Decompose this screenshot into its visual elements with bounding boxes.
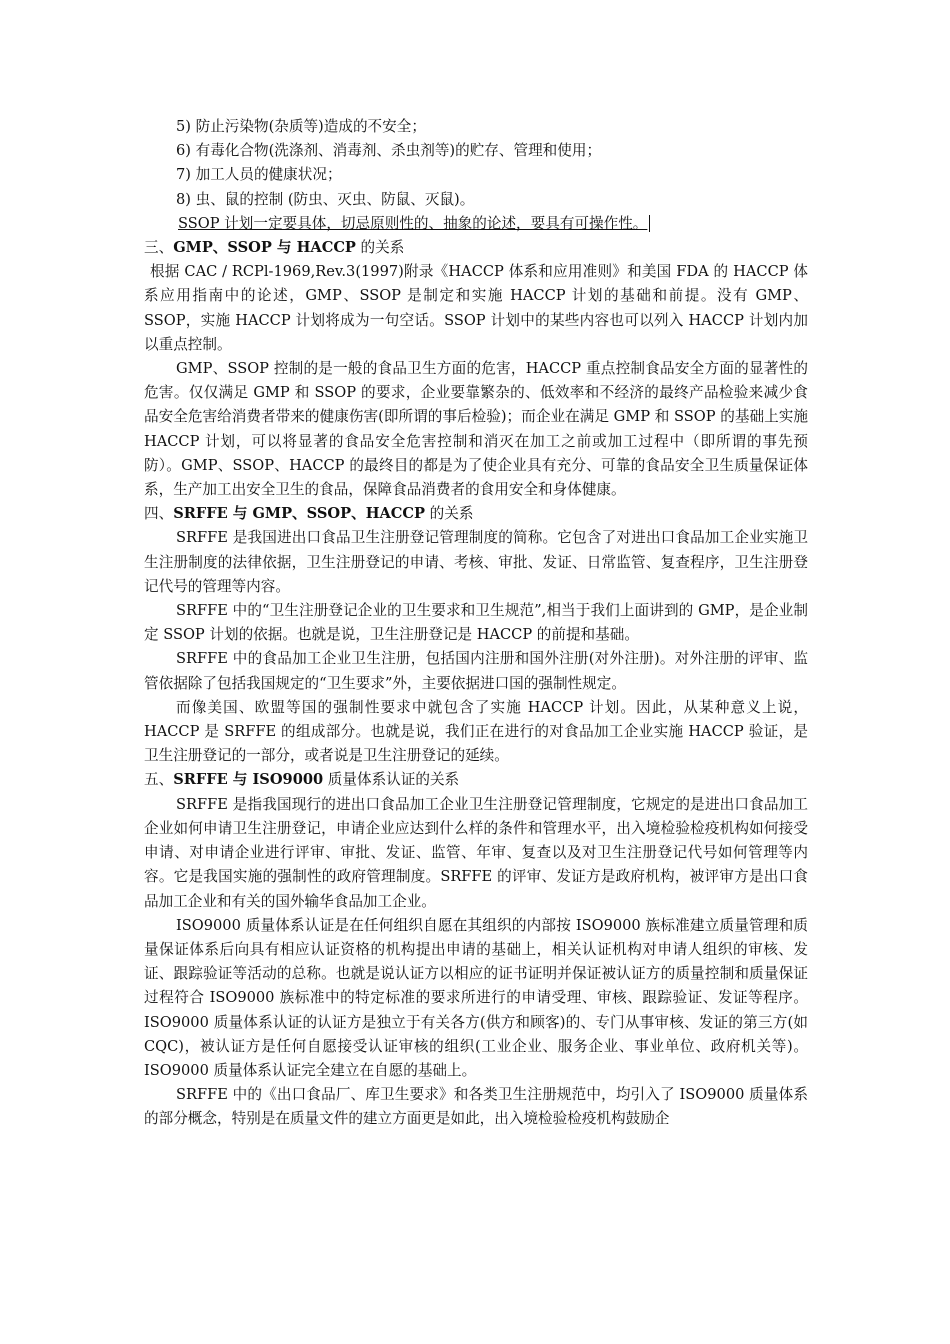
- paragraph: SRFFE 中的《出口食品厂、库卫生要求》和各类卫生注册规范中，均引入了 ISO9000 质量体系的部分概念，特别是在质量文件的建立方面更是如此，出入境检验检疫机构鼓励企: [144, 1086, 808, 1128]
- section-heading-4: 四、SRFFE 与 GMP、SSOP、HACCP 的关系: [144, 505, 474, 523]
- section-heading-5: 五、SRFFE 与 ISO9000 质量体系认证的关系: [144, 771, 460, 789]
- paragraph: SRFFE 是我国进出口食品卫生注册登记管理制度的简称。它包含了对进出口食品加工企业实施卫生注册制度的法律依据，卫生注册登记的申请、考核、审批、发证、日常监管、复查程序，卫生注册登记代号的管理等内容。: [144, 529, 808, 595]
- ssop-note-text: SSOP 计划一定要具体，切忌原则性的、抽象的论述，要具有可操作性。: [178, 215, 650, 232]
- section-heading-3: 三、GMP、SSOP 与 HACCP 的关系: [144, 239, 405, 257]
- list-item: 7) 加工人员的健康状况；: [176, 166, 342, 184]
- paragraph: ISO9000 质量体系认证是在任何组织自愿在其组织的内部按 ISO9000 族标准建立质量管理和质量保证体系后向具有相应认证资格的机构提出申请的基础上，相关认证机构对申请人组织的审核、发证、跟踪验证等活动的总称。也就是说认证方以相应的证书证明并保证被认证方的质量控制和质量保证过程符合 ISO9000 族标准中的特定标准的要求所进行的申请受理、审核、跟踪验证、发证等程序。ISO9000 质量体系认证的认证方是独立于有关各方(供方和顾客)的、专门从事审核、发证的第三方(如 CQC)，被认证方是任何自愿接受认证审核的组织(工业企业、服务企业、事业单位、政府机关等)。ISO9000 质量体系认证完全建立在自愿的基础上。: [144, 916, 808, 1079]
- paragraph: SRFFE 中的食品加工企业卫生注册，包括国内注册和国外注册(对外注册)。对外注册的评审、监管依据除了包括我国规定的“卫生要求”外，主要依据进口国的强制性规定。: [144, 650, 808, 692]
- list-item: 6) 有毒化合物(洗涤剂、消毒剂、杀虫剂等)的贮存、管理和使用；: [176, 142, 602, 160]
- document-body: [144, 115, 808, 1132]
- paragraph: 而像美国、欧盟等国的强制性要求中就包含了实施 HACCP 计划。因此，从某种意义上说，HACCP 是 SRFFE 的组成部分。也就是说，我们正在进行的对食品加工企业实施 HACCP 验证，是卫生注册登记的一部分，或者说是卫生注册登记的延续。: [144, 698, 808, 765]
- paragraph: GMP、SSOP 控制的是一般的食品卫生方面的危害，HACCP 重点控制食品安全方面的显著性的危害。仅仅满足 GMP 和 SSOP 的要求，企业要靠繁杂的、低效率和不经济的最终产品检验来减少食品安全危害给消费者带来的健康伤害(即所谓的事后检验)；而企业在满足 GMP 和 SSOP 的基础上实施 HACCP 计划，可以将显著的食品安全危害控制和消灭在加工之前或加工过程中（即所谓的事先预防）。GMP、SSOP、HACCP 的最终目的都是为了使企业具有充分、可靠的食品安全卫生质量保证体系，生产加工出安全卫生的食品，保障食品消费者的食用安全和身体健康。: [144, 360, 808, 499]
- paragraph: 根据 CAC / RCPl-1969,Rev.3(1997)附录《HACCP 体系和应用准则》和美国 FDA 的 HACCP 体系应用指南中的论述，GMP、SSOP 是制定和实施 HACCP 计划的基础和前提。没有 GMP、SSOP，实施 HACCP 计划将成为一句空话。SSOP 计划中的某些内容也可以列入 HACCP 计划内加以重点控制。: [144, 263, 808, 353]
- ssop-note: [144, 212, 808, 236]
- list-item: 8) 虫、鼠的控制 (防虫、灭虫、防鼠、灭鼠)。: [176, 190, 475, 208]
- section-heading-5-bold: SRFFE 与 ISO9000: [173, 771, 324, 789]
- section-heading-3-bold: GMP、SSOP 与 HACCP: [173, 239, 356, 257]
- paragraph: SRFFE 中的“卫生注册登记企业的卫生要求和卫生规范”,相当于我们上面讲到的 GMP，是企业制定 SSOP 计划的依据。也就是说，卫生注册登记是 HACCP 的前提和基础。: [144, 602, 808, 644]
- paragraph: SRFFE 是指我国现行的进出口食品加工企业卫生注册登记管理制度，它规定的是进出口食品加工企业如何申请卫生注册登记，申请企业应达到什么样的条件和管理水平，出入境检验检疫机构如何接受申请、对申请企业进行评审、审批、发证、监管、年审、复查以及对卫生注册登记代号如何管理等内容。它是我国实施的强制性的政府管理制度。SRFFE 的评审、发证方是政府机构，被评审方是出口食品加工企业和有关的国外输华食品加工企业。: [144, 795, 808, 910]
- list-item: 5) 防止污染物(杂质等)造成的不安全；: [176, 118, 426, 135]
- section-heading-4-bold: SRFFE 与 GMP、SSOP、HACCP: [173, 505, 426, 523]
